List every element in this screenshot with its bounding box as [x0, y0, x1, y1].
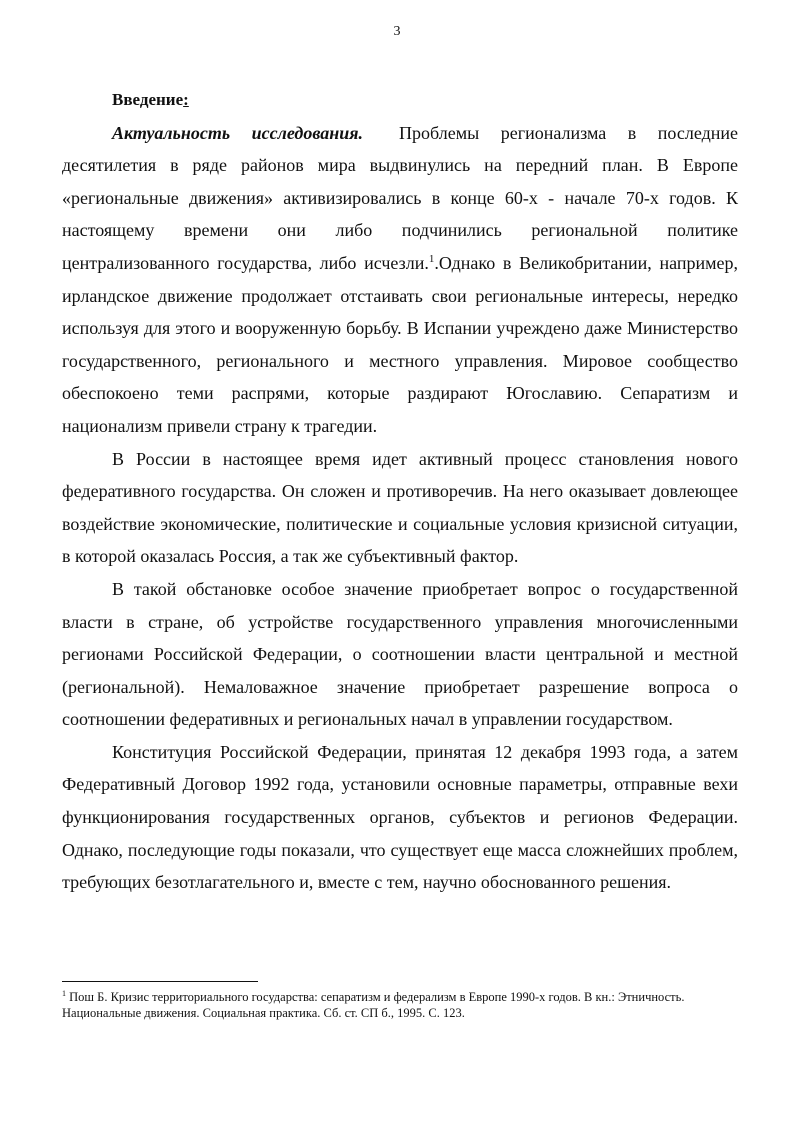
- relevance-text-a: Проблемы регионализма в последние десятилетия в ряде районов мира выдвинулись на передний план. В Европе «региональные движения» активизировались в конце 60-х - начале 70-х годов. К настоящему времени они либо подчинились региональной политике централизованного государства, либо исчезли.: [62, 122, 738, 273]
- footnote-reference: 1: [428, 252, 435, 265]
- footnote-text: Пош Б. Кризис территориального государства: сепаратизм и федерализм в Европе 1990-х годов. В кн.: Этничность. Национальные движения. Социальная практика. Сб. ст. СП б., 1995. С. 123.: [62, 990, 685, 1020]
- heading-text: Введение: [112, 90, 184, 109]
- relevance-title: Актуальность исследования.: [112, 122, 364, 143]
- paragraph-constitution: Конституция Российской Федерации, принятая 12 декабря 1993 года, а затем Федеративный Договор 1992 года, установили основные параметры, отправные вехи функционирования государственных органов, субъектов и регионов Федерации. Однако, последующие годы показали, что существует еще масса сложнейших проблем, требующих безотлагательного и, вместе с тем, научно обоснованного решения.: [62, 741, 738, 893]
- footnote: [62, 989, 738, 1021]
- paragraph-state-power: В такой обстановке особое значение приобретает вопрос о государственной власти в стране, об устройстве государственного управления многочисленными регионами Российской Федерации, о соотношении власти центральной и местной (региональной). Немаловажное значение приобретает разрешение вопроса о соотношении федеративных и региональных начал в управлении государством.: [62, 578, 738, 730]
- document-body: [62, 84, 738, 899]
- relevance-text-b: .Однако в Великобритании, например, ирландское движение продолжает отстаивать свои региональные интересы, нередко используя для этого и вооруженную борьбу. В Испании учреждено даже Министерство государственного, регионального и местного управления. Мировое сообщество обеспокоено теми распрями, которые раздирают Югославию. Сепаратизм и национализм привели страну к трагедии.: [62, 252, 739, 436]
- relevance-paragraph: [62, 117, 738, 443]
- footnote-divider: [62, 981, 258, 982]
- heading-colon: :: [183, 90, 189, 109]
- paragraph-russia: В России в настоящее время идет активный процесс становления нового федеративного государства. Он сложен и противоречив. На него оказывает довлеющее воздействие экономические, политические и социальные условия кризисной ситуации, в которой оказалась Россия, а так же субъективный фактор.: [62, 448, 738, 567]
- page-number: 3: [393, 24, 401, 39]
- section-heading: [112, 84, 738, 117]
- footnote-number: 1: [62, 988, 66, 998]
